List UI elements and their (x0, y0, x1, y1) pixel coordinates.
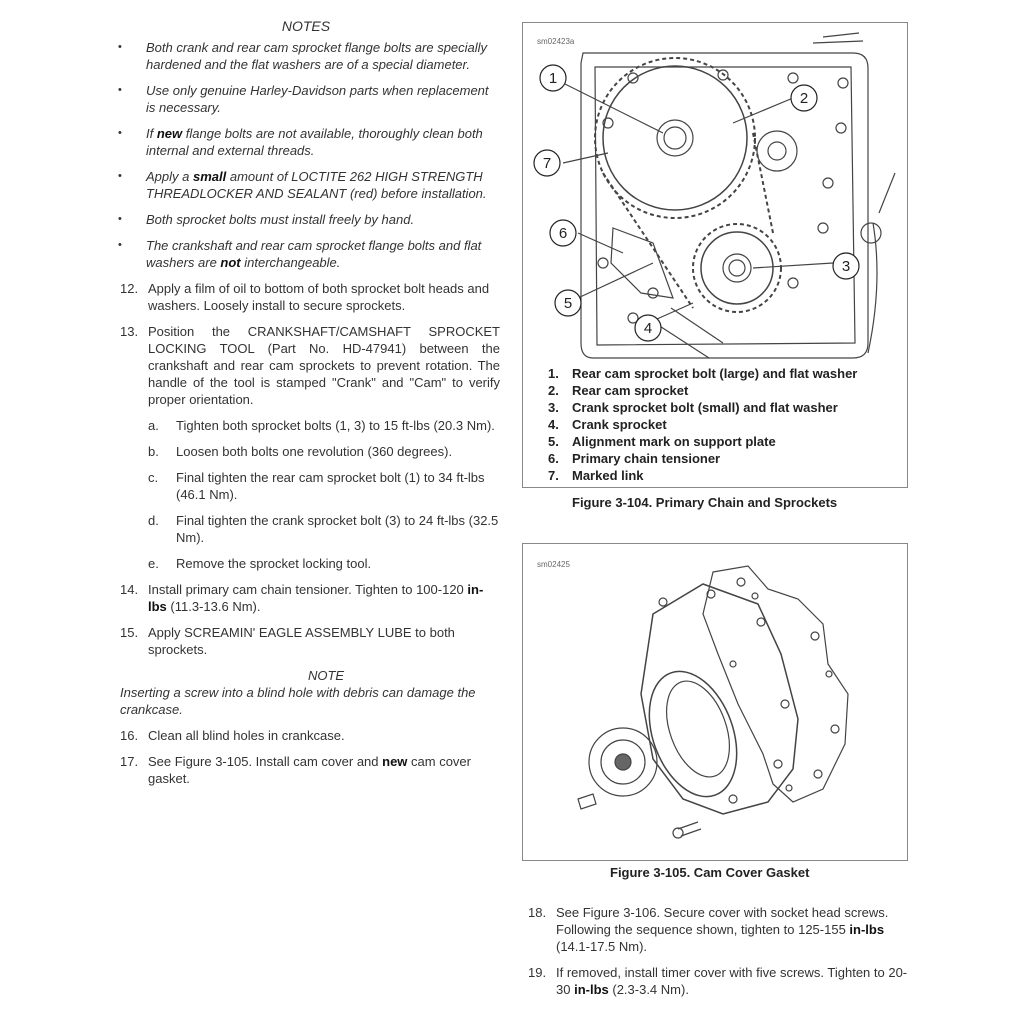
figure-105-frame (522, 543, 908, 861)
figure-105-id: sm02425 (537, 560, 570, 569)
figure-105-illustration (523, 544, 907, 860)
step-18: 18. See Figure 3-106. Secure cover with socket head screws. Following the sequence shown, tighten to 125-155 in-lbs (14.1-17.5 Nm). (528, 905, 889, 954)
note-bullet: • Apply a small amount of LOCTITE 262 HIGH STRENGTH THREADLOCKER AND SEALANT (red) before installation. (112, 168, 500, 202)
note-heading: NOTE (307, 668, 345, 683)
legend-item: 3. Crank sprocket bolt (small) and flat washer (548, 400, 838, 415)
callout-5: 5 (563, 295, 573, 312)
legend-item: 2. Rear cam sprocket (548, 383, 689, 398)
note-bullet: • Both sprocket bolts must install freely by hand. (112, 211, 500, 228)
note-bullet: • The crankshaft and rear cam sprocket flange bolts and flat washers are not interchangeable. (112, 237, 500, 271)
step-16: 16. Clean all blind holes in crankcase. (120, 728, 345, 743)
step-12: 12. Apply a film of oil to bottom of both sprocket bolt heads and washers. Loosely install to secure sprockets. (120, 281, 490, 313)
substep-c: c. Final tighten the rear cam sprocket bolt (1) to 34 ft-lbs (46.1 Nm). (148, 470, 485, 502)
substep-d: d. Final tighten the crank sprocket bolt (3) to 24 ft-lbs (32.5 Nm). (148, 513, 499, 545)
legend-item: 1. Rear cam sprocket bolt (large) and flat washer (548, 366, 858, 381)
figure-104-id: sm02423a (537, 37, 575, 46)
callout-2: 2 (799, 90, 809, 107)
substep-b: b. Loosen both bolts one revolution (360 degrees). (148, 444, 453, 459)
note-text: Inserting a screw into a blind hole with debris can damage the crankcase. (120, 685, 476, 717)
legend-item: 4. Crank sprocket (548, 417, 667, 432)
callout-6: 6 (558, 225, 568, 242)
step-17: 17. See Figure 3-105. Install cam cover and new cam cover gasket. (120, 754, 471, 786)
note-bullet: • Use only genuine Harley-Davidson parts when replacement is necessary. (112, 82, 500, 116)
step-14: 14. Install primary cam chain tensioner. Tighten to 100-120 in-lbs (11.3-13.6 Nm). (120, 582, 484, 614)
notes-heading: NOTES (281, 18, 331, 34)
step-19: 19. If removed, install timer cover with five screws. Tighten to 20-30 in-lbs (2.3-3.4 Nm). (528, 965, 908, 997)
legend-item: 5. Alignment mark on support plate (548, 434, 776, 449)
figure-105-caption: Figure 3-105. Cam Cover Gasket (610, 865, 810, 880)
callout-4: 4 (643, 320, 653, 337)
left-column (112, 18, 500, 796)
substep-e: e. Remove the sprocket locking tool. (148, 556, 372, 571)
callout-3: 3 (841, 258, 851, 275)
step-13: 13. Position the CRANKSHAFT/CAMSHAFT SPROCKET LOCKING TOOL (Part No. HD-47941) between the crankshaft and rear cam sprockets to prevent rotation. The handle of the tool is stamped "Crank" and "Cam" to verify proper orientation. (120, 324, 500, 407)
figure-104-caption: Figure 3-104. Primary Chain and Sprockets (572, 495, 838, 510)
note-bullet: • Both crank and rear cam sprocket flange bolts are specially hardened and the flat washers are of a special diameter. (112, 39, 500, 73)
legend-item: 7. Marked link (548, 468, 644, 483)
step-15: 15. Apply SCREAMIN' EAGLE ASSEMBLY LUBE to both sprockets. (120, 625, 455, 657)
right-column (528, 904, 912, 1007)
figure-104-illustration (523, 23, 907, 363)
callout-1: 1 (548, 70, 558, 87)
figure-104-legend (548, 365, 857, 484)
substep-a: a. Tighten both sprocket bolts (1, 3) to 15 ft-lbs (20.3 Nm). (148, 418, 495, 433)
note-bullet: • If new flange bolts are not available, thoroughly clean both internal and external threads. (112, 125, 500, 159)
legend-item: 6. Primary chain tensioner (548, 451, 721, 466)
callout-7: 7 (542, 155, 552, 172)
